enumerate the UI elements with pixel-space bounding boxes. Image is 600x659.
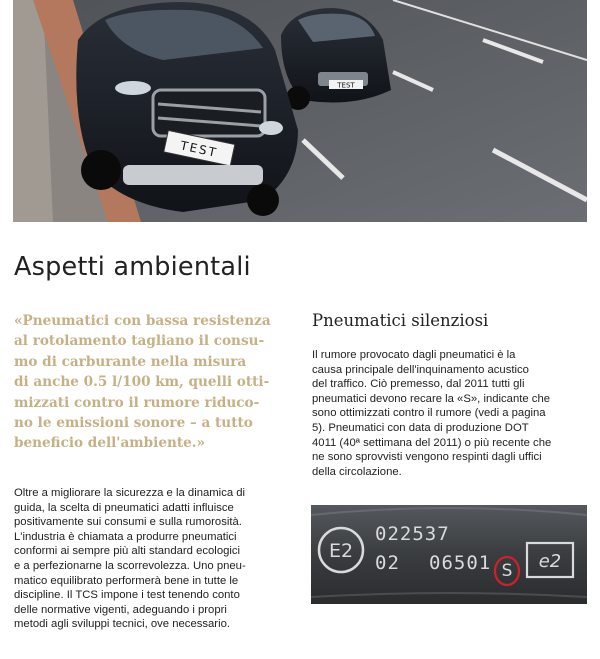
front-plate: TEST <box>179 138 220 160</box>
subheading-quiet-tires: Pneumatici silenziosi <box>312 311 489 330</box>
rear-plate: TEST <box>337 81 355 90</box>
pull-quote: «Pneumatici con bassa resistenza al rotolamento tagliano il consu- mo di carburante nella misura di anche 0.5 l/100 km, quelli otti- mizzati contro il rumore riduco- no le emissioni sonore – a tutto beneficio dell'ambiente.» <box>14 313 271 452</box>
test-cars-photo <box>13 0 587 222</box>
body-text-right: Il rumore provocato dagli pneumatici è la causa principale dell'inquinamento acustico del traffico. Ciò premesso, dal 2011 tutti gli pneumatici devono recare la «S», indicante che sono ottimizzati contro il rumore (vedi a pagina 5). Pneumatici con data di produzione DOT 4011 (40ª settimana del 2011) o più recente che ne sono sprovvisti vengono respinti dagli uffici della circolazione. <box>312 349 552 478</box>
section-title: Aspetti ambientali <box>14 252 251 282</box>
front-car <box>76 2 298 216</box>
s-mark: S <box>501 561 513 581</box>
e-mark-text: E2 <box>328 540 354 562</box>
approval-number: 022537 <box>375 523 450 545</box>
marking-prefix: 02 <box>375 552 400 574</box>
body-text-left: Oltre a migliorare la sicurezza e la dinamica di guida, la scelta di pneumatici adatti influisce positivamente sui consumi e sulla rumorosità. L'industria è chiamata a produrre pneumatici conformi ai sempre più alti standard ecologici e a perfezionarne la scorrevolezza. Uno pneu- matico equilibrato performerà bene in tutte le discipline. Il TCS impone i test tenendo conto delle normative vigenti, adeguando i propri metodi agli sviluppi tecnici, ove necessario. <box>14 487 246 631</box>
marking-number: 06501 <box>429 552 492 574</box>
e-mark-small-text: e2 <box>538 551 562 572</box>
tire-sidewall-photo <box>311 505 587 604</box>
